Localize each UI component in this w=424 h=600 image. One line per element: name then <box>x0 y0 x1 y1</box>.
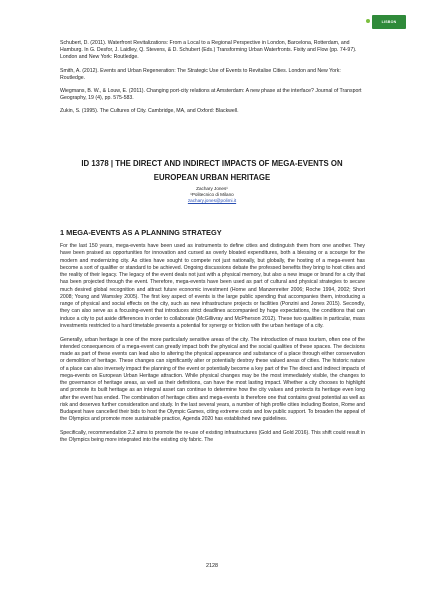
body-paragraph: Generally, urban heritage is one of the more particularly sensitive areas of the city. The introduction of mass tourism, often one of the intended consequences of a mega-event can greatly impact both the physical and the social qualities of these spaces. The decisions made as part of these events can lead also to altering the physical appearance and substance of a place through either conservation or demolition of heritage. These changes can significantly alter or potentially destroy these valued areas of cities. The historic nature of a place can also inversely impact the planning of the event or potentially become a key part of the The direct and indirect impacts of mega-events on European Urban Heritage attraction. While physical changes may be the most immediately visible, the changes to the governance of heritage areas, as well as their definitions, can have the most lasting impact. Whether a city chooses to highlight and promote its built heritage as an integral asset can continue to determine how the city values and protects its heritage even long after the event has ended. The combination of heritage cities and mega-events is therefore one that contains great potential as well as risk and deserves further consideration and study. In the last several years, a number of high profile cities including Boston, Rome and Budapest have cancelled their bids to host the Olympic Games, citing extreme costs and low public support. To broaden the appeal of the Olympics and promote more sustainable practice, Agenda 2020 has established new guidelines. <box>60 336 365 423</box>
author-affiliation: ¹Politecnico di Milano <box>190 192 234 197</box>
conference-logo: LISBON <box>372 15 406 29</box>
section-heading: 1 MEGA-EVENTS AS A PLANNING STRATEGY <box>60 228 222 237</box>
page-number: 2128 <box>206 563 218 569</box>
paper-title <box>40 157 384 185</box>
reference-item: Schubert, D. (2011). Waterfront Revitalizations: From a Local to a Regional Perspective in London, Barcelona, Rotterdam, and Hamburg. In G. Desfor, J. Laidley, Q. Stevens, & D. Schubert (Eds.) Transforming Urban Waterfronts. Fixity and Flow (pp. 74-97). London and New York: Routledge. <box>60 40 357 61</box>
body-paragraph: Specifically, recommendation 2.2 aims to promote the re-use of existing infrastructures (Gold and Gold 2016). This shift could result in the Olympics being more integrated into the existing city fabric. The <box>60 430 365 444</box>
paper-title-line: EUROPEAN URBAN HERITAGE <box>153 173 271 182</box>
section-body <box>60 243 365 451</box>
reference-item: Smith, A. (2012). Events and Urban Regeneration: The Strategic Use of Events to Revitalise Cities. London and New York: Routledge. <box>60 67 341 81</box>
reference-item: Zukin, S. (1995). The Cultures of City. Cambridge, MA, and Oxford: Blackwell. <box>60 108 239 115</box>
author-block <box>0 186 424 204</box>
logo-mark-icon <box>366 19 370 23</box>
reference-item: Wiegmans, B. W., & Louw, E. (2011). Changing port-city relations at Amsterdam: A new phase at the interface? Journal of Transport Geography, 19 (4), pp. 575-583. <box>60 88 362 102</box>
body-paragraph: For the last 150 years, mega-events have been used as instruments to define cities and distinguish them from one another. They have been praised as opportunities for innovation and cursed as overly bloated expenditures, both a blessing or a scourge for the modern and modernizing city. As cities have sought to compete not just nationally, but globally, the hosting of a mega-event has become a sort of qualifier or standard to be achieved. Ongoing discussions debate the professed benefits they bring to host cities and the reality of their legacy. The legacy of the event deals not just with a physical memory, but also a new image or brand for a city that has been projected through the event. Therefore, mega-events have been used as part of cultural and physical strategies to secure much desired global recognition and attract future economic investment (Horne and Manzenreiter 2006; Roche 1994, 2002; Short 2008; Young and Wamsley 2005). The first key aspect of events is the large public spending that accompanies them, introducing a range of physical and social effects on the city, such as new infrastructure projects or facilities (Ponzini and Jones 2015). Secondly, they can also serve as a focusing-event that introduces strict deadlines accompanied by huge expectations, the conditions that can induce a city to put aside differences in order to collaborate (McGillivray and McPherson 2012). These two qualities in particular, mass investments restricted to a hard timetable presents a potential for synergy or friction with the urban heritage of a city. <box>60 243 365 329</box>
reference-list <box>60 40 365 122</box>
paper-title-line: ID 1378 | THE DIRECT AND INDIRECT IMPACTS OF MEGA-EVENTS ON <box>81 159 343 168</box>
author-email-link[interactable]: zachary.jones@polimi.it <box>187 198 237 203</box>
author-name: Zachary Jones¹ <box>196 186 228 191</box>
